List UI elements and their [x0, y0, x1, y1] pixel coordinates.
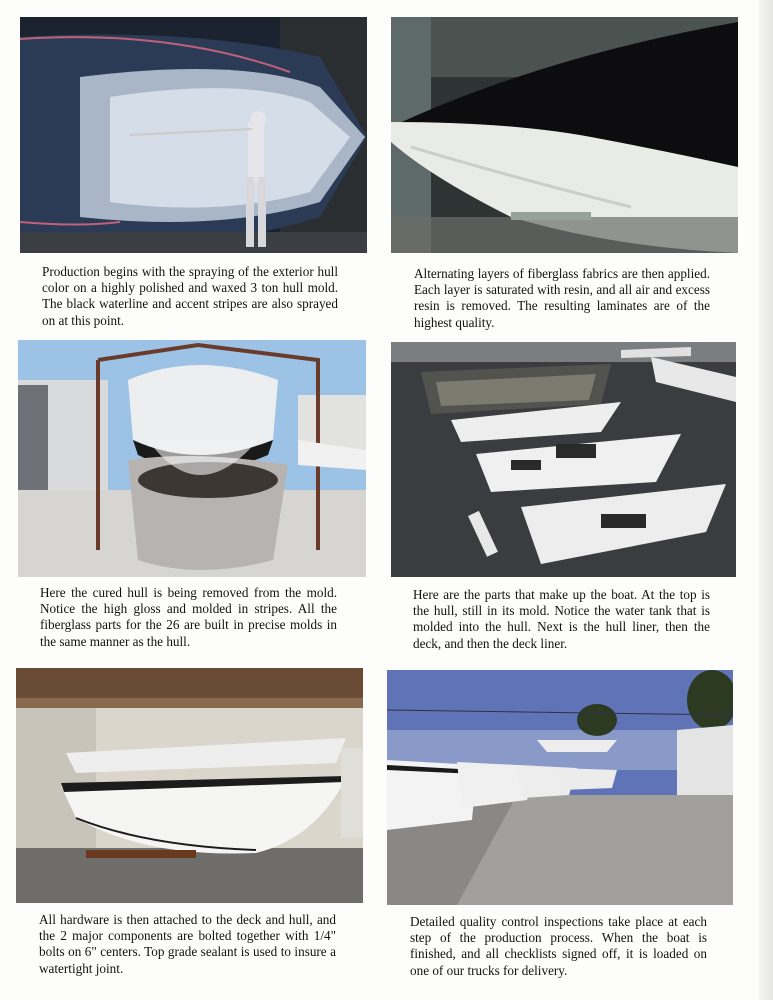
photo-boat-parts	[391, 342, 736, 577]
caption-quality-control: Detailed quality control inspections take place at each step of the production process. When the boat is finished, and all checklists signed off, it is loaded on one of our trucks for delivery.	[410, 914, 707, 978]
photo-hull-removed-from-mold	[18, 340, 366, 577]
photo-hardware-attached	[16, 668, 363, 903]
caption-boat-parts: Here are the parts that make up the boat. At the top is the hull, still in its mold. Notice the water tank that is molded into the hull. Next is the hull liner, then the deck, and then the deck liner.	[413, 587, 710, 651]
photo-finished-boats-yard	[387, 670, 733, 905]
photo-fiberglass-layers	[391, 17, 738, 253]
page-edge	[759, 0, 773, 1000]
caption-spraying: Production begins with the spraying of the exterior hull color on a highly polished and waxed 3 ton hull mold. The black waterline and accent stripes are also sprayed on at this point.	[42, 264, 338, 328]
caption-hardware: All hardware is then attached to the deck and hull, and the 2 major components are bolted together with 1/4" bolts on 6" centers. Top grade sealant is used to insure a watertight joint.	[39, 912, 336, 976]
caption-hull-removal: Here the cured hull is being removed from the mold. Notice the high gloss and molded in stripes. All the fiberglass parts for the 26 are built in precise molds in the same manner as the hull.	[40, 585, 337, 649]
caption-fiberglass: Alternating layers of fiberglass fabrics are then applied. Each layer is saturated with resin, and all air and excess resin is removed. The resulting laminates are of the highest quality.	[414, 266, 710, 330]
photo-spraying-hull-mold	[20, 17, 367, 253]
